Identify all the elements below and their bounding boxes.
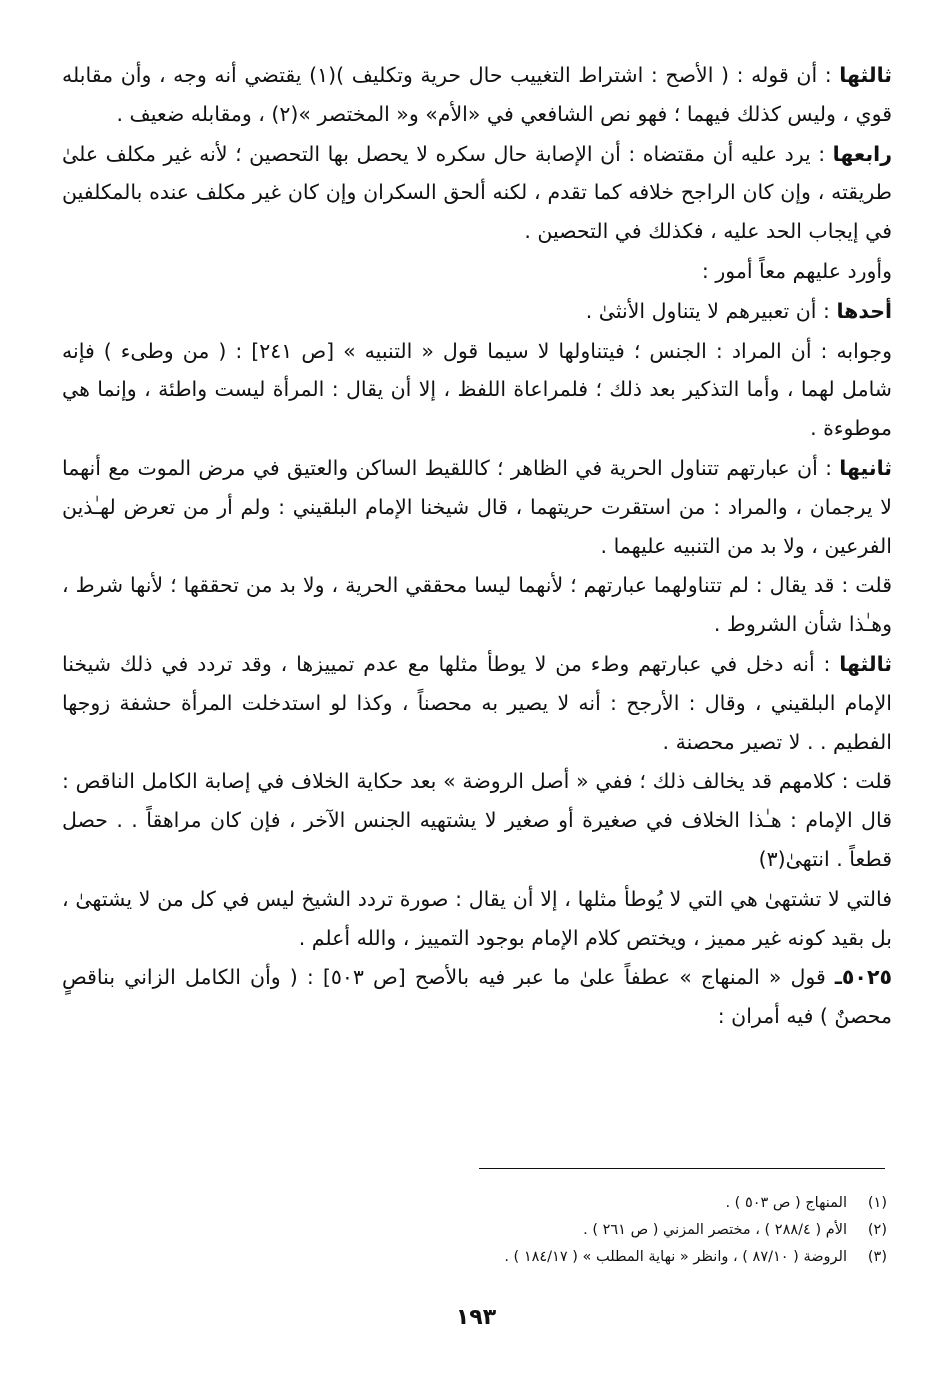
footnote-number: (١) [867,1195,887,1211]
paragraph-lead: رابعها [832,141,892,166]
paragraph-lead: ثالثها [839,63,892,87]
paragraph-8 [62,645,892,761]
paragraph-text: : أنه دخل في عبارتهم وطء من لا يوطأ مثلها مع عدم تمييزها ، وقد تردد في ذلك شيخنا الإمام البلقيني ، وقال : الأرجح : أنه لا يصير به محصناً ، وكذا لو استدخلت المرأة حشفة زوجها الفطيم . . لا تصير محصنة . [62,651,892,754]
paragraph-2 [62,135,892,251]
footnote-2 [127,1217,887,1244]
footnote-divider [479,1168,885,1169]
paragraph-text: قول « المنهاج » عطفاً علىٰ ما عبر فيه بالأصح [ص ٥٠٣] : ( وأن الكامل الزاني بناقصٍ محصنٌ ) فيه أمران : [62,965,892,1029]
footnotes [127,1190,887,1271]
paragraph-text: : يرد عليه أن مقتضاه : أن الإصابة حال سكره لا يحصل بها التحصين ؛ لأنه غير مكلف علىٰ طريقته ، وإن كان الراجح خلافه كما تقدم ، لكنه ألحق السكران وإن كان غير مكلف عنده بالمكلفين في إيجاب الحد عليه ، فكذلك في التحصين . [62,141,892,244]
footnote-number: (٢) [867,1222,887,1238]
paragraph-7 [62,566,892,644]
paragraph-3 [62,252,892,291]
footnote-1 [127,1190,887,1217]
paragraph-5 [62,332,892,448]
paragraph-lead: ثانيها [839,455,892,480]
footnote-text: المنهاج ( ص ٥٠٣ ) . [725,1195,847,1211]
footnote-text: الأم ( ٢٨٨/٤ ) ، مختصر المزني ( ص ٢٦١ ) . [583,1222,847,1238]
paragraph-text: : أن قوله : ( الأصح : اشتراط التغييب حال حرية وتكليف )(١) يقتضي أنه وجه ، وأن مقابله قوي ، وليس كذلك فيهما ؛ فهو نص الشافعي في «الأم» و« المختصر »(٢) ، ومقابله ضعيف . [62,63,892,126]
page-number: ١٩٣ [455,1305,497,1330]
paragraph-lead: أحدها [836,298,892,323]
paragraph-text: : أن عبارتهم تتناول الحرية في الظاهر ؛ كاللقيط الساكن والعتيق في مرض الموت مع أنهما لا يرجمان ، والمراد : من استقرت حريتهما ، قال شيخنا الإمام البلقيني : ولم أر من تعرض لهـٰذين الفرعين ، ولا بد من التنبيه عليهما . [62,455,892,558]
paragraph-lead: ٥٠٢٥ـ [834,965,892,990]
paragraph-11 [62,958,892,1036]
paragraph-text: وأورد عليهم معاً أمور : [701,258,892,283]
paragraph-9 [62,762,892,878]
footnote-text: الروضة ( ٨٧/١٠ ) ، وانظر « نهاية المطلب » ( ١٨٤/١٧ ) . [504,1249,847,1265]
paragraph-text: : أن تعبيرهم لا يتناول الأنثىٰ . [585,298,837,323]
paragraph-4 [62,292,892,331]
paragraph-text: قلت : قد يقال : لم تتناولهما عبارتهم ؛ لأنهما ليسا محققي الحرية ، ولا بد من تحققها ؛ لأنها شرط ، وهـٰذا شأن الشروط . [62,573,892,637]
paragraph-1 [62,56,892,134]
paragraph-text: قلت : كلامهم قد يخالف ذلك ؛ ففي « أصل الروضة » بعد حكاية الخلاف في إصابة الكامل الناقص : قال الإمام : هـٰذا الخلاف في صغيرة أو صغير لا يشتهيه الجنس الآخر ، فإن كان مراهقاً . . حصل قطعاً . انتهىٰ(٣) [62,769,892,871]
footnote-3 [127,1244,887,1271]
paragraph-text: وجوابه : أن المراد : الجنس ؛ فيتناولها لا سيما قول « التنبيه » [ص ٢٤١] : ( من وطىء ) فإنه شامل لهما ، وأما التذكير بعد ذلك ؛ فلمراعاة اللفظ ، إلا أن يقال : المرأة ليست واطئة ، وإنما هي موطوءة . [62,338,892,441]
paragraph-text: فالتي لا تشتهىٰ هي التي لا يُوطأ مثلها ، إلا أن يقال : صورة تردد الشيخ ليس في كل من لا يشتهىٰ ، بل بقيد كونه غير مميز ، ويختص كلام الإمام بوجود التمييز ، والله أعلم . [62,886,892,950]
paragraph-10 [62,880,892,958]
main-text [62,56,892,1037]
paragraph-lead: ثالثها [839,651,892,676]
footnote-number: (٣) [867,1249,887,1265]
paragraph-6 [62,449,892,565]
